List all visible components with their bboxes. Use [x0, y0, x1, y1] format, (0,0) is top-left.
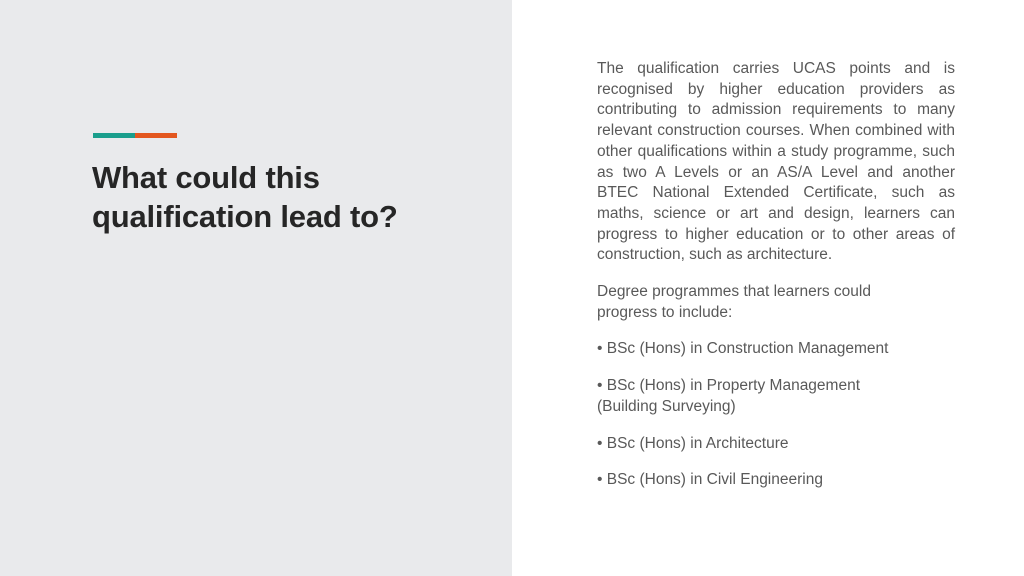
degree-item-property-management-line-2: (Building Surveying) — [597, 397, 736, 415]
slide-title — [92, 158, 492, 236]
degree-item-construction-management: • BSc (Hons) in Construction Management — [597, 340, 889, 358]
intro-paragraph: The qualification carries UCAS points and is recognised by higher education providers as contributing to admission requirements to many relevant construction courses. When combined with other qualifications within a study programme, such as two A Levels or an AS/A Level and another BTEC National Extended Certificate, such as maths, science or art and design, learners can progress to higher education or to other areas of construction, such as architecture. — [597, 60, 955, 264]
degree-item-property-management-line-1: • BSc (Hons) in Property Management — [597, 377, 861, 395]
degree-intro-paragraph — [597, 282, 955, 323]
degree-intro-line-2: progress to include: — [597, 303, 733, 321]
accent-teal-segment — [93, 133, 135, 138]
slide-title-line-1: What could this — [92, 160, 320, 195]
degree-item-property-management — [597, 376, 955, 417]
degree-item-civil-engineering: • BSc (Hons) in Civil Engineering — [597, 471, 823, 489]
slide-title-line-2: qualification lead to? — [92, 199, 398, 234]
accent-divider — [93, 133, 177, 138]
degree-item-architecture: • BSc (Hons) in Architecture — [597, 434, 789, 452]
accent-orange-segment — [135, 133, 177, 138]
degree-intro-line-1: Degree programmes that learners could — [597, 283, 871, 301]
slide-body — [597, 59, 955, 507]
